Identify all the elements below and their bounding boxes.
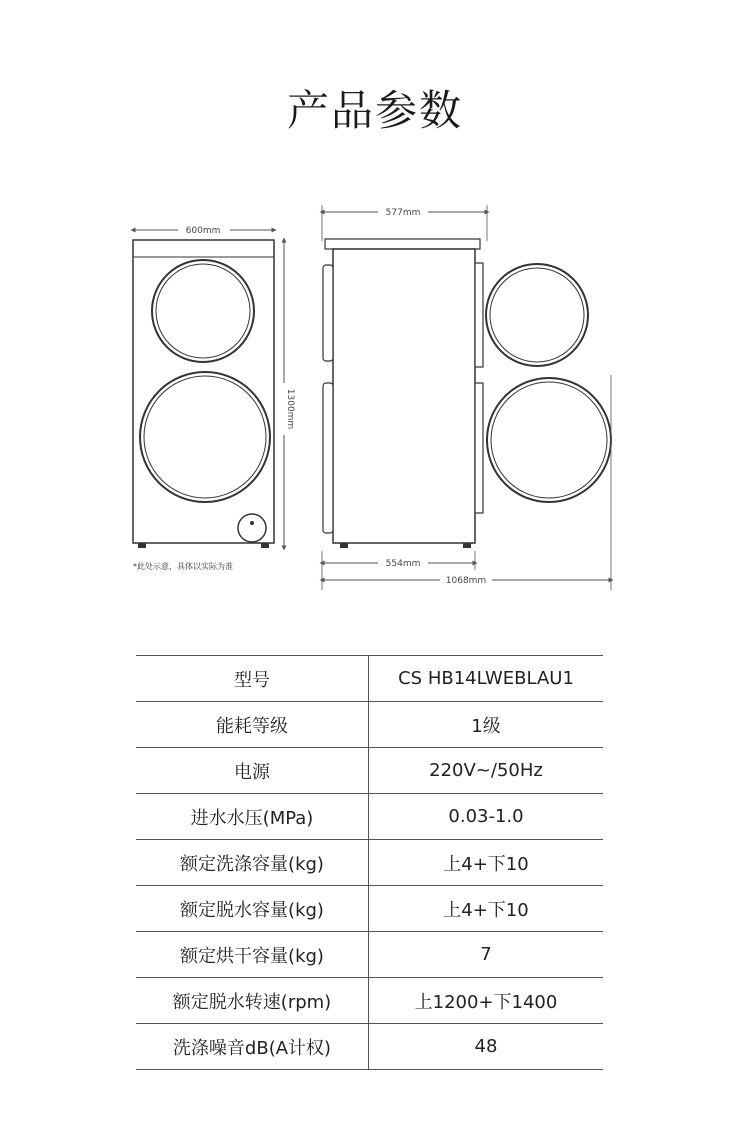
side-view — [322, 205, 611, 590]
spec-label: 洗涤噪音dB(A计权) — [136, 1024, 369, 1070]
height-label: 1300mm — [285, 388, 295, 430]
spec-value: 上4+下10 — [369, 886, 604, 932]
spec-value: 0.03-1.0 — [369, 794, 604, 840]
table-row — [136, 840, 603, 886]
side-depth-top-label: 577mm — [385, 208, 421, 218]
table-row — [136, 978, 603, 1024]
spec-value: CS HB14LWEBLAU1 — [369, 656, 604, 702]
side-depth-open-label: 1068mm — [445, 576, 487, 586]
dimension-diagram — [0, 195, 750, 605]
spec-table — [136, 655, 603, 1070]
front-view — [133, 226, 295, 572]
front-width-label: 600mm — [185, 226, 221, 236]
table-row — [136, 702, 603, 748]
table-row — [136, 794, 603, 840]
spec-value: 48 — [369, 1024, 604, 1070]
diagram-note: *此处示意，具体以实际为准 — [133, 562, 233, 571]
spec-value: 1级 — [369, 702, 604, 748]
spec-value: 220V~/50Hz — [369, 748, 604, 794]
side-depth-bottom-label: 554mm — [385, 559, 421, 569]
table-row — [136, 932, 603, 978]
spec-label: 型号 — [136, 656, 369, 702]
spec-label: 额定脱水转速(rpm) — [136, 978, 369, 1024]
spec-label: 电源 — [136, 748, 369, 794]
table-row — [136, 656, 603, 702]
spec-value: 上4+下10 — [369, 840, 604, 886]
spec-label: 额定脱水容量(kg) — [136, 886, 369, 932]
spec-label: 进水水压(MPa) — [136, 794, 369, 840]
spec-value: 7 — [369, 932, 604, 978]
spec-value: 上1200+下1400 — [369, 978, 604, 1024]
spec-label: 额定烘干容量(kg) — [136, 932, 369, 978]
page-title: 产品参数 — [286, 86, 463, 135]
spec-label: 额定洗涤容量(kg) — [136, 840, 369, 886]
table-row — [136, 1024, 603, 1070]
table-row — [136, 748, 603, 794]
spec-label: 能耗等级 — [136, 702, 369, 748]
table-row — [136, 886, 603, 932]
